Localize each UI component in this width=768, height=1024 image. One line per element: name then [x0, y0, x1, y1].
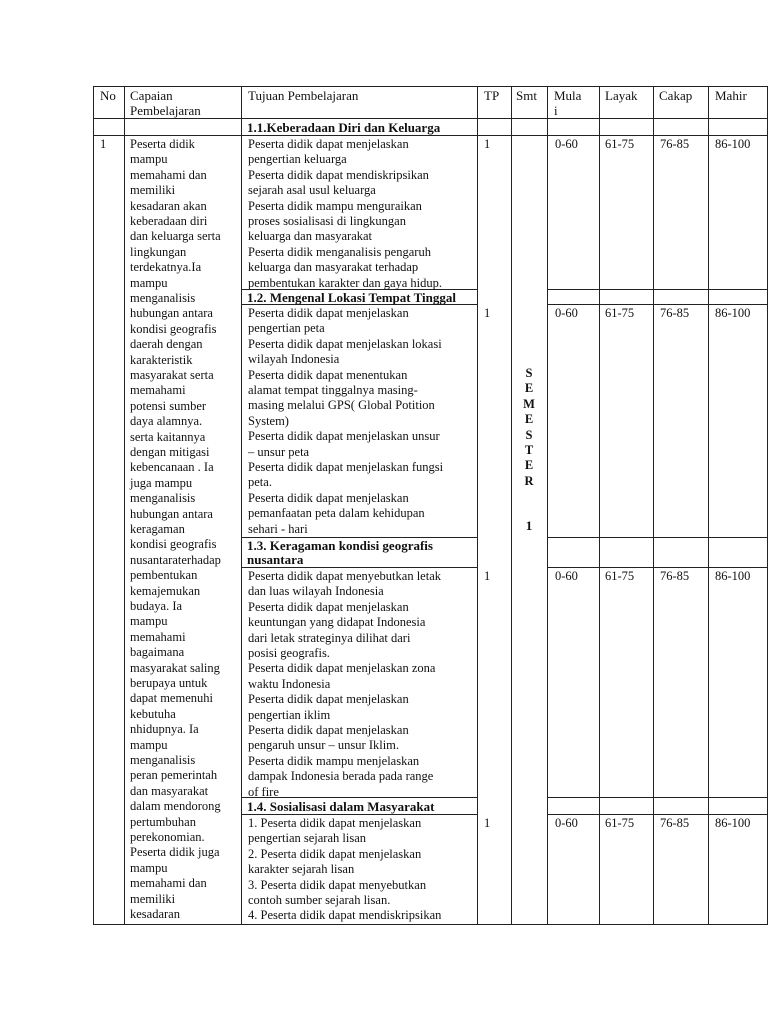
capaian-line: memiliki: [130, 183, 176, 198]
column-divider: [477, 86, 478, 925]
capaian-line: budaya. Ia: [130, 599, 183, 613]
table-border-bottom: [93, 924, 768, 925]
capaian-line: kebencanaan . Ia: [130, 460, 214, 475]
mulai-score: 0-60: [555, 816, 578, 830]
capaian-line: terdekatnya.Ia: [130, 260, 202, 275]
capaian-line: mampu: [130, 737, 168, 752]
objective-line: 2. Peserta didik dapat menjelaskan: [248, 846, 422, 861]
cakap-score: 76-85: [660, 569, 690, 583]
capaian-line: mampu: [130, 614, 168, 629]
semester-number: 1: [525, 518, 533, 533]
section-divider: [547, 304, 768, 305]
capaian-line: memahami: [130, 383, 186, 398]
capaian-line: perekonomian.: [130, 830, 205, 844]
objective-line: dampak Indonesia berada pada range: [248, 769, 434, 784]
capaian-line: masyarakat serta: [130, 368, 214, 382]
objective-line: Peserta didik dapat mendiskripsikan: [248, 167, 429, 182]
objective-line: pengertian peta: [248, 321, 325, 336]
section-title: 1.3. Keragaman kondisi geografis: [247, 538, 433, 553]
capaian-line: berupaya untuk: [130, 676, 208, 690]
tp-value: 1: [484, 137, 491, 151]
layak-score: 61-75: [605, 137, 635, 151]
objective-line: pengertian sejarah lisan: [248, 831, 367, 846]
objective-line: Peserta didik dapat menjelaskan: [248, 599, 409, 614]
capaian-line: hubungan antara: [130, 506, 213, 521]
column-divider: [708, 86, 709, 925]
objective-line: 3. Peserta didik dapat menyebutkan: [248, 877, 427, 892]
capaian-line: daya alamnya.: [130, 414, 203, 429]
objective-line: Peserta didik dapat menjelaskan lokasi: [248, 336, 442, 351]
header-tujuan: Tujuan Pembelajaran: [248, 88, 359, 103]
capaian-line: keragaman: [130, 522, 185, 536]
capaian-line: potensi sumber: [130, 398, 207, 413]
mahir-score: 86-100: [715, 569, 751, 583]
objective-line: alamat tempat tinggalnya masing-: [248, 383, 418, 397]
objective-line: System): [248, 413, 289, 428]
header-capaian: Capaian: [130, 88, 173, 103]
capaian-line: menganalisis: [130, 291, 196, 305]
objective-line: pengertian keluarga: [248, 152, 347, 167]
objective-line: 4. Peserta didik dapat mendiskripsikan: [248, 908, 442, 923]
objective-line: Peserta didik dapat menyebutkan letak: [248, 569, 441, 583]
objective-line: 1. Peserta didik dapat menjelaskan: [248, 816, 422, 830]
layak-score: 61-75: [605, 306, 635, 320]
section-title: 1.4. Sosialisasi dalam Masyarakat: [247, 799, 435, 814]
section-divider: [547, 567, 768, 568]
capaian-line: karakteristik: [130, 352, 193, 367]
layak-score: 61-75: [605, 816, 635, 830]
header-mulai: Mula: [554, 88, 582, 103]
objective-line: Peserta didik dapat menjelaskan zona: [248, 661, 436, 676]
section-divider: [547, 537, 768, 538]
objective-line: posisi geografis.: [248, 646, 330, 660]
objective-line: pengaruh unsur – unsur Iklim.: [248, 738, 400, 753]
objective-line: keuntungan yang didapat Indonesia: [248, 615, 426, 630]
column-divider: [511, 86, 512, 925]
capaian-line: mampu: [130, 152, 168, 167]
mahir-score: 86-100: [715, 137, 751, 151]
capaian-line: keberadaan diri: [130, 214, 208, 228]
objective-line: peta.: [248, 475, 272, 490]
section-divider: [547, 289, 768, 290]
cakap-score: 76-85: [660, 137, 690, 151]
cakap-score: 76-85: [660, 816, 690, 830]
mulai-score: 0-60: [555, 306, 578, 320]
capaian-line: kemajemukan: [130, 583, 201, 598]
capaian-line: pembentukan: [130, 568, 198, 583]
mahir-score: 86-100: [715, 306, 751, 320]
capaian-line: kesadaran akan: [130, 198, 207, 213]
table-border-left: [93, 86, 94, 925]
objective-line: proses sosialisasi di lingkungan: [248, 214, 406, 228]
capaian-line: dan keluarga serta: [130, 229, 221, 244]
header-mulai: i: [554, 103, 558, 118]
row-number: 1: [100, 137, 107, 151]
header-smt: Smt: [516, 88, 537, 103]
objective-line: Peserta didik dapat menentukan: [248, 367, 408, 382]
objective-line: pengertian iklim: [248, 707, 331, 722]
section-title: 1.2. Mengenal Lokasi Tempat Tinggal: [247, 290, 457, 305]
objective-line: dari letak strateginya dilihat dari: [248, 630, 411, 645]
capaian-line: kesadaran: [130, 907, 180, 921]
objective-line: Peserta didik dapat menjelaskan: [248, 490, 409, 505]
section-divider: [93, 135, 768, 136]
header-no: No: [100, 88, 116, 103]
capaian-line: juga mampu: [130, 475, 193, 490]
objective-line: wilayah Indonesia: [248, 352, 340, 367]
section-divider: [547, 814, 768, 815]
header-divider: [93, 118, 768, 119]
capaian-line: kondisi geografis: [130, 321, 217, 336]
column-divider: [653, 86, 654, 925]
section-divider: [241, 567, 477, 568]
objective-line: of fire: [248, 784, 279, 799]
capaian-line: masyarakat saling: [130, 660, 220, 675]
column-divider: [599, 86, 600, 925]
objective-line: – unsur peta: [248, 444, 310, 459]
capaian-line: serta kaitannya: [130, 429, 206, 444]
capaian-line: Peserta didik: [130, 137, 195, 151]
table-border-top: [93, 86, 768, 87]
objective-line: keluarga dan masyarakat terhadap: [248, 260, 419, 275]
column-divider: [547, 86, 548, 925]
objective-line: dan luas wilayah Indonesia: [248, 584, 384, 599]
section-divider: [241, 814, 477, 815]
objective-line: pemanfaatan peta dalam kehidupan: [248, 506, 425, 521]
section-title: 1.1.Keberadaan Diri dan Keluarga: [247, 120, 441, 135]
header-layak: Layak: [605, 88, 638, 103]
capaian-line: memahami dan: [130, 167, 207, 182]
header-mahir: Mahir: [715, 88, 747, 103]
cakap-score: 76-85: [660, 306, 690, 320]
capaian-line: menganalisis: [130, 753, 196, 767]
learning-objectives-table: [93, 86, 768, 926]
section-title: nusantara: [247, 552, 304, 567]
objective-line: sejarah asal usul keluarga: [248, 183, 376, 198]
objective-line: contoh sumber sejarah lisan.: [248, 893, 391, 907]
semester-label: S E M E S T E R: [523, 366, 535, 488]
capaian-line: pertumbuhan: [130, 814, 196, 829]
capaian-line: dalam mendorong: [130, 799, 221, 814]
header-capaian: Pembelajaran: [130, 103, 201, 118]
capaian-line: mampu: [130, 860, 168, 875]
capaian-line: dapat memenuhi: [130, 691, 213, 706]
header-cakap: Cakap: [659, 88, 693, 103]
capaian-line: kebutuha: [130, 706, 176, 721]
capaian-line: daerah dengan: [130, 337, 203, 352]
capaian-line: Peserta didik juga: [130, 845, 220, 860]
objective-line: Peserta didik dapat menjelaskan fungsi: [248, 460, 444, 474]
capaian-line: nusantaraterhadap: [130, 552, 221, 567]
objective-line: Peserta didik dapat menjelaskan: [248, 723, 409, 737]
column-divider: [241, 86, 242, 925]
objective-line: masing melalui GPS( Global Potition: [248, 398, 435, 413]
tp-value: 1: [484, 306, 491, 320]
objective-line: Peserta didik dapat menjelaskan: [248, 137, 409, 151]
section-divider: [547, 797, 768, 798]
objective-line: pembentukan karakter dan gaya hidup.: [248, 275, 443, 290]
objective-line: karakter sejarah lisan: [248, 862, 355, 877]
objective-line: Peserta didik mampu menjelaskan: [248, 753, 420, 768]
capaian-line: lingkungan: [130, 244, 187, 259]
tp-value: 1: [484, 816, 491, 830]
capaian-line: bagaimana: [130, 645, 185, 660]
column-divider: [124, 86, 125, 925]
capaian-line: mampu: [130, 275, 168, 290]
objective-line: Peserta didik dapat menjelaskan unsur: [248, 429, 440, 444]
capaian-line: memahami: [130, 629, 186, 644]
capaian-line: kondisi geografis: [130, 537, 217, 552]
capaian-line: dengan mitigasi: [130, 445, 210, 459]
capaian-line: dan masyarakat: [130, 783, 209, 798]
objective-line: Peserta didik dapat menjelaskan: [248, 306, 409, 320]
capaian-line: memiliki: [130, 891, 176, 906]
capaian-line: nhidupnya. Ia: [130, 722, 199, 737]
objective-line: Peserta didik menganalisis pengaruh: [248, 244, 431, 259]
header-tp: TP: [484, 88, 500, 103]
capaian-line: hubungan antara: [130, 306, 213, 321]
mulai-score: 0-60: [555, 137, 578, 151]
tp-value: 1: [484, 569, 491, 583]
objective-line: Peserta didik mampu menguraikan: [248, 198, 422, 213]
objective-line: keluarga dan masyarakat: [248, 229, 373, 244]
capaian-line: peran pemerintah: [130, 768, 218, 783]
capaian-line: memahami dan: [130, 876, 207, 891]
layak-score: 61-75: [605, 569, 635, 583]
capaian-line: menganalisis: [130, 491, 196, 506]
objective-line: sehari - hari: [248, 521, 308, 536]
mulai-score: 0-60: [555, 569, 578, 583]
objective-line: Peserta didik dapat menjelaskan: [248, 692, 409, 707]
objective-line: waktu Indonesia: [248, 676, 331, 691]
mahir-score: 86-100: [715, 816, 751, 830]
